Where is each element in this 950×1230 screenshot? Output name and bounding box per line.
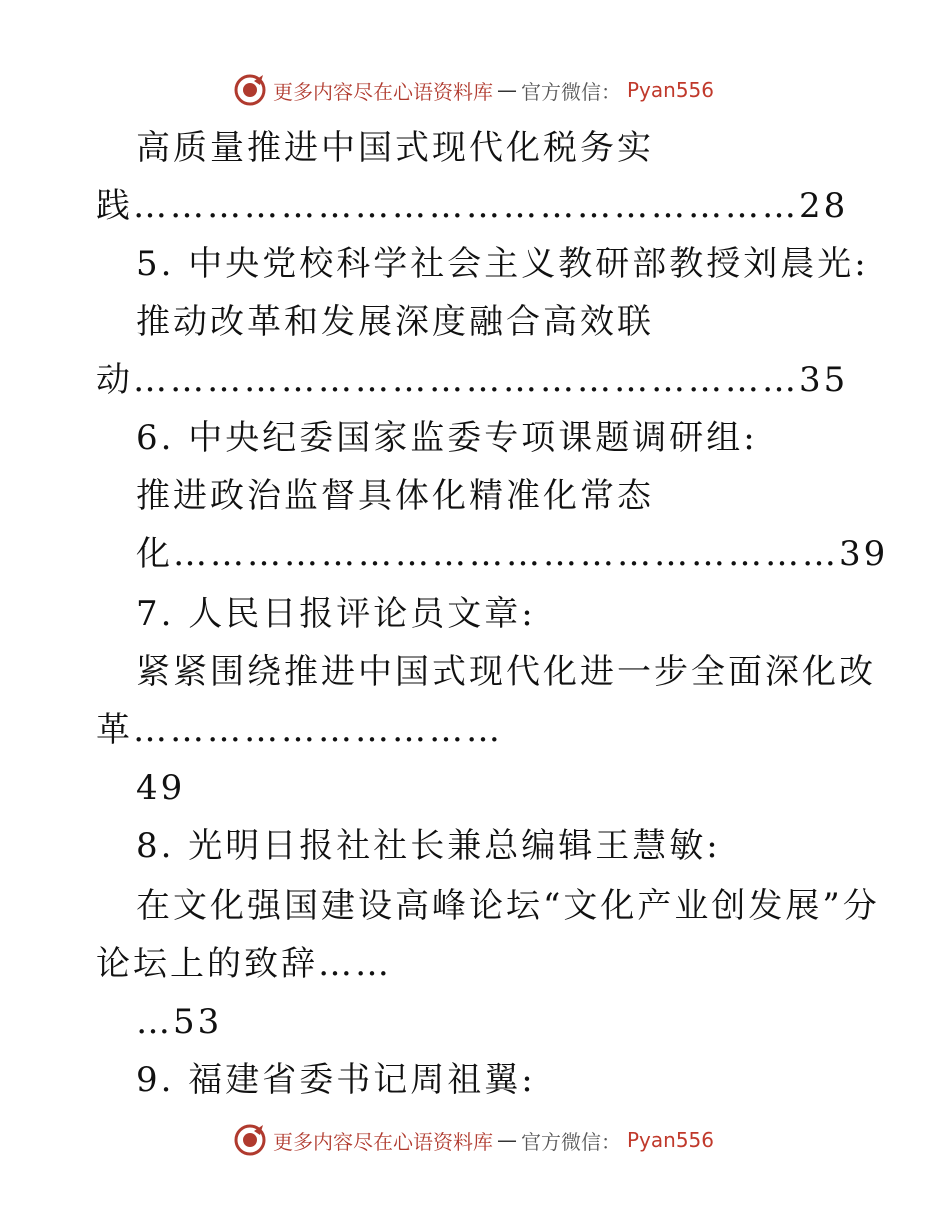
toc-entry-number-8: 8. 光明日报社社长兼总编辑王慧敏: bbox=[136, 826, 721, 866]
toc-line: 推动改革和发展深度融合高效联 bbox=[136, 302, 654, 342]
toc-line: 践………………………………………………28 bbox=[96, 186, 849, 226]
toc-page-number: …53 bbox=[136, 1002, 223, 1042]
banner-text: 更多内容尽在心语资料库 bbox=[273, 79, 493, 104]
toc-line: 紧紧围绕推进中国式现代化进一步全面深化改 bbox=[136, 652, 876, 692]
toc-entry-number-7: 7. 人民日报评论员文章: bbox=[136, 594, 536, 634]
header-banner bbox=[233, 70, 753, 110]
banner-text: 更多内容尽在心语资料库 bbox=[273, 1129, 493, 1154]
toc-entry-number-6: 6. 中央纪委国家监委专项课题调研组: bbox=[136, 418, 758, 458]
seal-logo-icon bbox=[233, 1123, 267, 1157]
banner-account: Pyan556 bbox=[627, 1128, 715, 1152]
toc-line: 推进政治监督具体化精准化常态 bbox=[136, 476, 654, 516]
toc-line: 论坛上的致辞…… bbox=[96, 944, 392, 984]
banner-wechat-label: 官方微信： bbox=[521, 1129, 621, 1154]
toc-line: 在文化强国建设高峰论坛“文化产业创发展”分 bbox=[136, 886, 880, 926]
banner-separator: — bbox=[497, 78, 517, 102]
toc-line: 动………………………………………………35 bbox=[96, 360, 849, 400]
banner-account: Pyan556 bbox=[627, 78, 715, 102]
toc-line: 化………………………………………………39 bbox=[136, 534, 889, 574]
seal-logo-icon bbox=[233, 73, 267, 107]
banner-separator: — bbox=[497, 1128, 517, 1152]
toc-entry-number-9: 9. 福建省委书记周祖翼: bbox=[136, 1060, 536, 1100]
toc-line: 革………………………… bbox=[96, 710, 503, 750]
banner-wechat-label: 官方微信： bbox=[521, 79, 621, 104]
toc-line: 高质量推进中国式现代化税务实 bbox=[136, 128, 654, 168]
toc-entry-number-5: 5. 中央党校科学社会主义教研部教授刘晨光: bbox=[136, 244, 869, 284]
toc-page-number: 49 bbox=[136, 768, 186, 808]
footer-banner bbox=[233, 1120, 753, 1160]
